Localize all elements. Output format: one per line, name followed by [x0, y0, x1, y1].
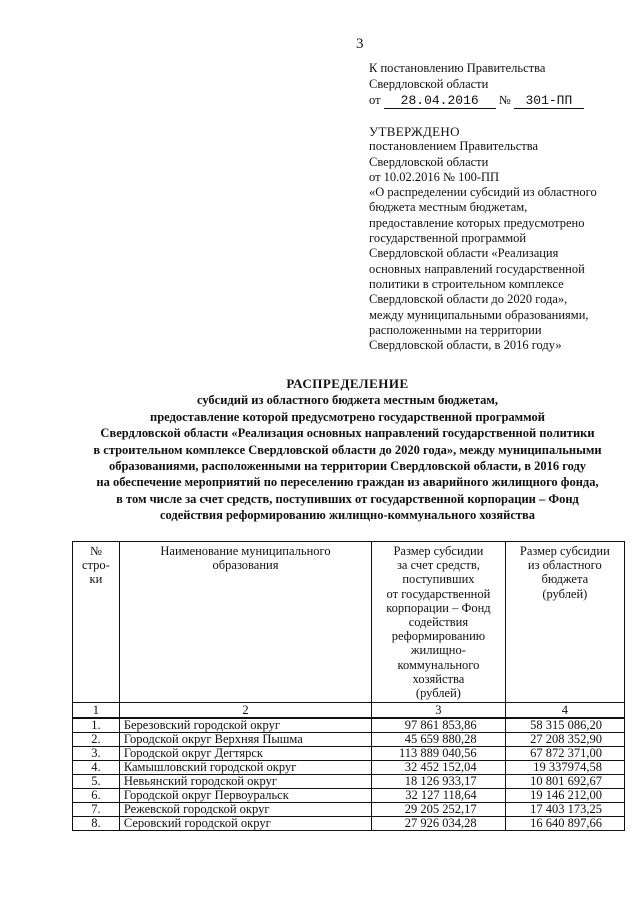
municipality-name: Городской округ Дегтярск — [119, 747, 371, 761]
approval-line: Свердловской области — [369, 154, 489, 169]
row-number: 8. — [73, 817, 120, 831]
table-row — [73, 789, 625, 803]
approval-line: политики в строительном комплексе — [369, 276, 564, 291]
approval-line: между муниципальными образованиями, — [369, 307, 589, 322]
regional-amount: 58 315 086,20 — [505, 718, 624, 733]
row-number: 4. — [73, 761, 120, 775]
regional-amount: 27 208 352,90 — [505, 733, 624, 747]
title-line: содействия реформированию жилищно-коммунального хозяйства — [159, 508, 536, 523]
approval-title: УТВЕРЖДЕНО — [369, 124, 460, 139]
row-number: 5. — [73, 775, 120, 789]
regional-amount: 17 403 173,25 — [505, 803, 624, 817]
table-row — [73, 761, 625, 775]
approval-line: Свердловской области «Реализация — [369, 246, 559, 261]
approval-line: бюджета местным бюджетам, — [369, 200, 528, 215]
header-regional-subsidy: Размер субсидии из областного бюджета (рублей) — [505, 542, 624, 703]
municipality-name: Камышловский городской округ — [119, 761, 371, 775]
column-index: 1 — [73, 703, 120, 719]
fund-amount: 45 659 880,28 — [372, 733, 505, 747]
fund-amount: 32 127 118,64 — [372, 789, 505, 803]
fund-amount: 32 452 152,04 — [372, 761, 505, 775]
row-number: 2. — [73, 733, 120, 747]
approval-line: постановлением Правительства — [369, 139, 539, 154]
table-row — [73, 733, 625, 747]
table-header-row — [73, 542, 625, 703]
regional-amount: 10 801 692,67 — [505, 775, 624, 789]
attachment-date-line — [369, 92, 629, 109]
approval-line: основных направлений государственной — [369, 261, 585, 276]
attachment-date: 28.04.2016 — [384, 94, 496, 109]
subsidy-table — [72, 541, 625, 831]
column-index: 3 — [372, 703, 505, 719]
table-row — [73, 803, 625, 817]
regional-amount: 67 872 371,00 — [505, 747, 624, 761]
title-line: образованиями, расположенными на территории Свердловской области, в 2016 году — [108, 459, 587, 474]
table-row — [73, 817, 625, 831]
title-line: в строительном комплексе Свердловской области до 2020 года», между муниципальными — [93, 442, 602, 457]
approval-line: предоставление которых предусмотрено — [369, 215, 585, 230]
column-index: 2 — [119, 703, 371, 719]
table-row — [73, 747, 625, 761]
regional-amount: 16 640 897,66 — [505, 817, 624, 831]
municipality-name: Серовский городской округ — [119, 817, 371, 831]
table-row — [73, 775, 625, 789]
header-fund-subsidy: Размер субсидии за счет средств, поступивших от государственной корпорации – Фонд содействия реформированию жилищно- коммунального хозяйства (рублей) — [372, 542, 505, 703]
approval-line: расположенными на территории — [369, 322, 542, 337]
column-index-row — [73, 703, 625, 719]
row-number: 1. — [73, 718, 120, 733]
table-row — [73, 718, 625, 733]
regional-amount: 19 146 212,00 — [505, 789, 624, 803]
attachment-number: 301-ПП — [514, 94, 584, 109]
attachment-line-1: К постановлению Правительства — [369, 61, 546, 75]
municipality-name: Режевской городской округ — [119, 803, 371, 817]
municipality-name: Городской округ Первоуральск — [119, 789, 371, 803]
title-line: в том числе за счет средств, поступивших от государственной корпорации – Фонд — [116, 491, 579, 506]
fund-amount: 29 205 252,17 — [372, 803, 505, 817]
row-number: 3. — [73, 747, 120, 761]
column-index: 4 — [505, 703, 624, 719]
date-prefix: от — [369, 93, 381, 107]
fund-amount: 18 126 933,17 — [372, 775, 505, 789]
attachment-block — [369, 60, 629, 109]
document-title — [70, 376, 625, 524]
header-municipality: Наименование муниципального образования — [119, 542, 371, 703]
fund-amount: 97 861 853,86 — [372, 718, 505, 733]
municipality-name: Городской округ Верхняя Пышма — [119, 733, 371, 747]
municipality-name: Невьянский городской округ — [119, 775, 371, 789]
approval-line: Свердловской области до 2020 года», — [369, 292, 568, 307]
title-line: Свердловской области «Реализация основных направлений государственной политики — [100, 426, 595, 441]
municipality-name: Березовский городской округ — [119, 718, 371, 733]
title-line: на обеспечение мероприятий по переселению граждан из аварийного жилищного фонда, — [96, 475, 599, 490]
attachment-line-2: Свердловской области — [369, 77, 489, 91]
title-line: субсидий из областного бюджета местным бюджетам, — [196, 393, 499, 408]
page-number: 3 — [356, 36, 364, 52]
row-number: 6. — [73, 789, 120, 803]
approval-block — [369, 124, 631, 353]
approval-line: «О распределении субсидий из областного — [369, 185, 597, 200]
title-heading: РАСПРЕДЕЛЕНИЕ — [286, 376, 409, 391]
regional-amount: 19 337974,58 — [505, 761, 624, 775]
header-row-number: № стро- ки — [73, 542, 120, 703]
approval-line: от 10.02.2016 № 100-ПП — [369, 169, 500, 184]
approval-line: государственной программой — [369, 231, 527, 246]
number-prefix: № — [498, 93, 511, 107]
approval-line: Свердловской области, в 2016 году» — [369, 338, 562, 353]
fund-amount: 27 926 034,28 — [372, 817, 505, 831]
title-line: предоставление которой предусмотрено государственной программой — [150, 409, 545, 424]
row-number: 7. — [73, 803, 120, 817]
fund-amount: 113 889 040,56 — [372, 747, 505, 761]
